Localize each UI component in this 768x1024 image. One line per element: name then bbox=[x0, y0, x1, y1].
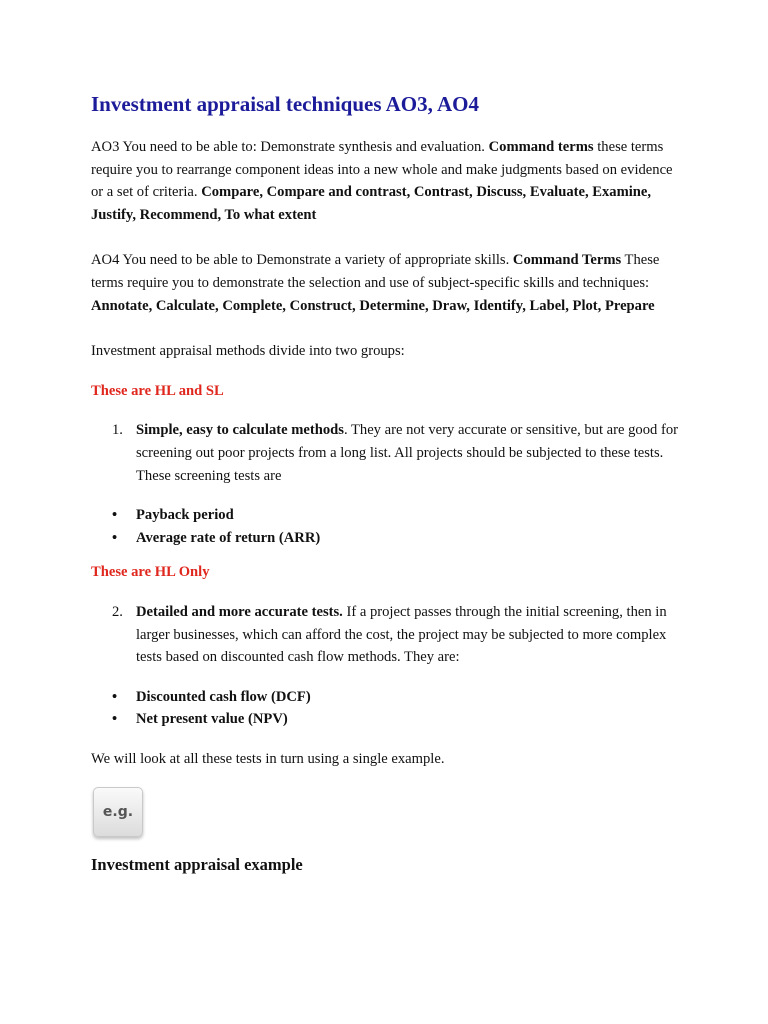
ao3-lead: AO3 You need to be able to: Demonstrate synthesis and evaluation. bbox=[91, 139, 489, 155]
hl-sl-note: These are HL and SL bbox=[91, 382, 224, 399]
list-item-text: Average rate of return (ARR) bbox=[136, 529, 321, 546]
list-item-text: Net present value (NPV) bbox=[136, 711, 288, 728]
example-badge-label: e.g. bbox=[102, 804, 134, 821]
list-item bbox=[112, 527, 678, 550]
ao3-command-terms-label: Command terms bbox=[488, 139, 594, 155]
ao4-command-terms-label: Command Terms bbox=[512, 252, 622, 269]
intro-paragraph: Investment appraisal methods divide into two groups: bbox=[91, 343, 405, 360]
bullet-icon: • bbox=[112, 688, 118, 705]
bullet-list-screening-tests bbox=[91, 504, 678, 549]
list-number: 2. bbox=[112, 603, 123, 620]
list-item-detailed-tests bbox=[112, 601, 678, 669]
ao4-body: These terms require you to demonstrate the selection and use of subject-specific skills and techniques: bbox=[91, 252, 660, 291]
numbered-list-2 bbox=[91, 601, 678, 669]
ao3-paragraph bbox=[91, 136, 678, 226]
list-item-text: Discounted cash flow (DCF) bbox=[136, 688, 311, 705]
ao3-body: these terms require you to rearrange component ideas into a new whole and make judgments based on evidence or a set of criteria. bbox=[91, 139, 673, 201]
detailed-tests-lead: Detailed and more accurate tests. bbox=[136, 603, 343, 620]
detailed-tests-text: If a project passes through the initial screening, then in larger businesses, which can afford the cost, the project may be subjected to more complex tests based on discounted cash flow methods. They are: bbox=[136, 603, 667, 666]
closing-paragraph: We will look at all these tests in turn using a single example. bbox=[91, 750, 445, 767]
hl-only-note: These are HL Only bbox=[91, 564, 210, 581]
list-item-simple-methods bbox=[112, 419, 678, 487]
ao4-lead: AO4 You need to be able to Demonstrate a variety of appropriate skills. bbox=[91, 252, 513, 269]
bullet-list-dcf-tests bbox=[91, 686, 678, 731]
list-item bbox=[112, 708, 678, 731]
list-item-text: Payback period bbox=[136, 507, 234, 524]
bullet-icon: • bbox=[112, 711, 118, 728]
list-item bbox=[112, 686, 678, 709]
example-heading: Investment appraisal example bbox=[91, 855, 303, 875]
bullet-icon: • bbox=[112, 529, 118, 546]
example-badge-icon bbox=[93, 787, 143, 837]
list-item bbox=[112, 504, 678, 527]
ao4-terms: Annotate, Calculate, Complete, Construct, Determine, Draw, Identify, Label, Plot, Prepare bbox=[91, 297, 655, 314]
list-number: 1. bbox=[112, 422, 123, 439]
ao3-terms: Compare, Compare and contrast, Contrast, Discuss, Evaluate, Examine, Justify, Recommend, To what extent bbox=[91, 184, 652, 223]
ao4-paragraph bbox=[91, 249, 678, 317]
page-title: Investment appraisal techniques AO3, AO4 bbox=[91, 92, 479, 116]
simple-methods-text: . They are not very accurate or sensitive, but are good for screening out poor projects from a long list. All projects should be subjected to these tests. These screening tests are bbox=[136, 422, 678, 484]
bullet-icon: • bbox=[112, 507, 118, 524]
numbered-list-1 bbox=[91, 419, 678, 487]
simple-methods-lead: Simple, easy to calculate methods bbox=[136, 422, 344, 439]
